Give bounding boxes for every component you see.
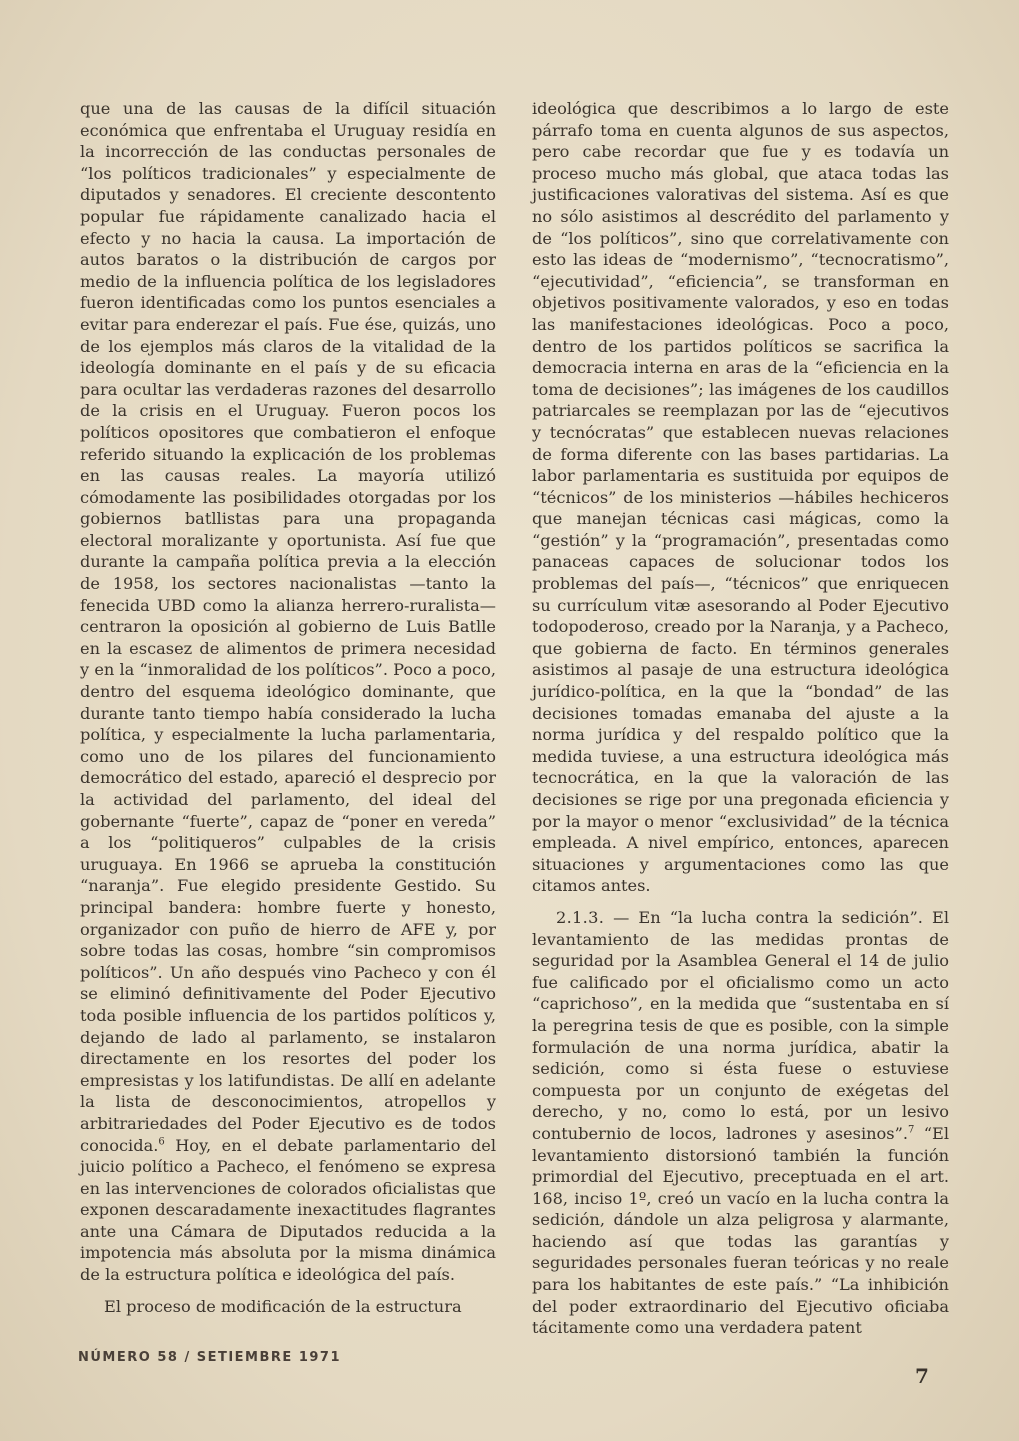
footnote-ref-6: 6 (158, 1136, 165, 1148)
left-column (80, 98, 496, 1317)
right-paragraph-2 (532, 907, 949, 1339)
left-paragraph-2: El proceso de modificación de la estructura (104, 1296, 462, 1316)
right-paragraph-1: ideológica que describimos a lo largo de este párrafo toma en cuenta algunos de sus aspectos, pero cabe recordar que fue y es todavía un proceso mucho más global, que ataca todas las justificaciones valorativas del sistema. Así es que no sólo asistimos al descrédito del parlamento y de “los políticos”, sino que correlativamente con esto las ideas de “modernismo”, “tecnocratismo”, “ejecutividad”, “eficiencia”, se transforman en objetivos positivamente valorados, y eso en todas las manifestaciones ideológicas. Poco a poco, dentro de los partidos políticos se sacrifica la democracia interna en aras de la “eficiencia en la toma de decisiones”; las imágenes de los caudillos patriarcales se reemplazan por las de “ejecutivos y tecnócratas” que establecen nuevas relaciones de forma diferente con las bases partidarias. La labor parlamentaria es sustituida por equipos de “técnicos” de los ministerios —hábiles hechiceros que manejan técnicas casi mágicas, como la “gestión” y la “programación”, presentadas como panaceas capaces de solucionar todos los problemas del país—, “técnicos” que enriquecen su currículum vitæ asesorando al Poder Ejecutivo todopoderoso, creado por la Naranja, y a Pacheco, que gobierna de facto. En términos generales asistimos al pasaje de una estructura ideológica jurídico-política, en la que la “bondad” de las decisiones tomadas emanaba del ajuste a la norma jurídica y del respaldo político que la medida tuviese, a una estructura ideológica más tecnocrática, en la que la valoración de las decisiones se rige por una pregonada eficiencia y por la mayor o menor “exclusividad” de la técnica empleada. A nivel empírico, entonces, aparecen situaciones y argumentaciones como las que citamos antes. (532, 99, 949, 896)
left-paragraph-1-text: que una de las causas de la difícil situación económica que enfrentaba el Uruguay residía en la incorrección de las conductas personales de “los políticos tradicionales” y especialmente de diputados y senadores. El creciente descontento popular fue rápidamente canalizado hacia el efecto y no hacia la causa. La importación de autos baratos o la distribución de cargos por medio de la influencia política de los legisladores fueron identificadas como los puntos esenciales a evitar para enderezar el país. Fue ése, quizás, uno de los ejemplos más claros de la vitalidad de la ideología dominante en el país y de su eficacia para ocultar las verdaderas razones del desarrollo de la crisis en el Uruguay. Fueron pocos los políticos opositores que combatieron el enfoque referido situando la explicación de los problemas en las causas reales. La mayoría utilizó cómodamente las posibilidades otorgadas por los gobiernos batllistas para una propaganda electoral moralizante y oportunista. Así fue que durante la campaña política previa a la elección de 1958, los sectores nacionalistas —tanto la fenecida UBD como la alianza herrero-ruralista— centraron la oposición al gobierno de Luis Batlle en la escasez de alimentos de primera necesidad y en la “inmoralidad de los políticos”. Poco a poco, dentro del esquema ideológico dominante, que durante tanto tiempo había considerado la lucha política, y especialmente la lucha parlamentaria, como uno de los pilares del funcionamiento democrático del estado, apareció el desprecio por la actividad del parlamento, del ideal del gobernante “fuerte”, capaz de “poner en vereda” a los “politiqueros” culpables de la crisis uruguaya. En 1966 se aprueba la constitución “naranja”. Fue elegido presidente Gestido. Su principal bandera: hombre fuerte y honesto, organizador con puño de hierro de AFE y, por sobre todas las cosas, hombre “sin compromisos políticos”. Un año después vino Pacheco y con él se eliminó definitivamente del Poder Ejecutivo toda posible influencia de los partidos políticos y, dejando de lado al parlamento, se instalaron directamente en los resortes del poder los empresistas y los latifundistas. De allí en adelante la lista de desconocimientos, atropellos y arbitrariedades del Poder Ejecutivo es de todos conocida. (80, 99, 496, 1155)
left-paragraph-1-continuation: Hoy, en el debate parlamentario del juicio político a Pacheco, el fenómeno se expresa en las intervenciones de colorados oficialistas que exponen descaradamente inexactitudes flagrantes ante una Cámara de Diputados reducida a la impotencia más absoluta por la misma dinámica de la estructura política e ideológica del país. (80, 1135, 496, 1285)
section-number: 2.1.3. (556, 907, 605, 927)
right-column (532, 98, 949, 1339)
right-paragraph-2-text-b: “El levantamiento distorsionó también la función primordial del Ejecutivo, preceptuada en el art. 168, inciso 1º, creó un vacío en la lucha contra la sedición, dándole un alza peligrosa y alarmante, haciendo así que todas las garantías y seguridades personales fueran teóricas y no reale para los habitantes de este país.” “La inhibición del poder extraordinario del Ejecutivo oficiaba tácitamente como una verdadera patent (532, 1123, 950, 1338)
page-number: 7 (915, 1364, 929, 1388)
issue-footer: NÚMERO 58 / SETIEMBRE 1971 (78, 1350, 342, 1365)
section-title: — En “la lucha contra la sedición”. (604, 907, 923, 927)
left-paragraph-1 (80, 98, 496, 1286)
footnote-ref-7: 7 (908, 1124, 915, 1136)
right-paragraph-2-text-a: El levantamiento de las medidas prontas de seguridad por la Asamblea General el 14 de julio fue calificado por el oficialismo como un acto “caprichoso”, en la medida que “sustentaba en sí la peregrina tesis de que es posible, con la simple formulación de una norma jurídica, abatir la sedición, como si ésta fuese o estuviese compuesta por un conjunto de exégetas del derecho, y no, como lo está, por un lesivo contubernio de locos, ladrones y asesinos”. (532, 907, 949, 1143)
